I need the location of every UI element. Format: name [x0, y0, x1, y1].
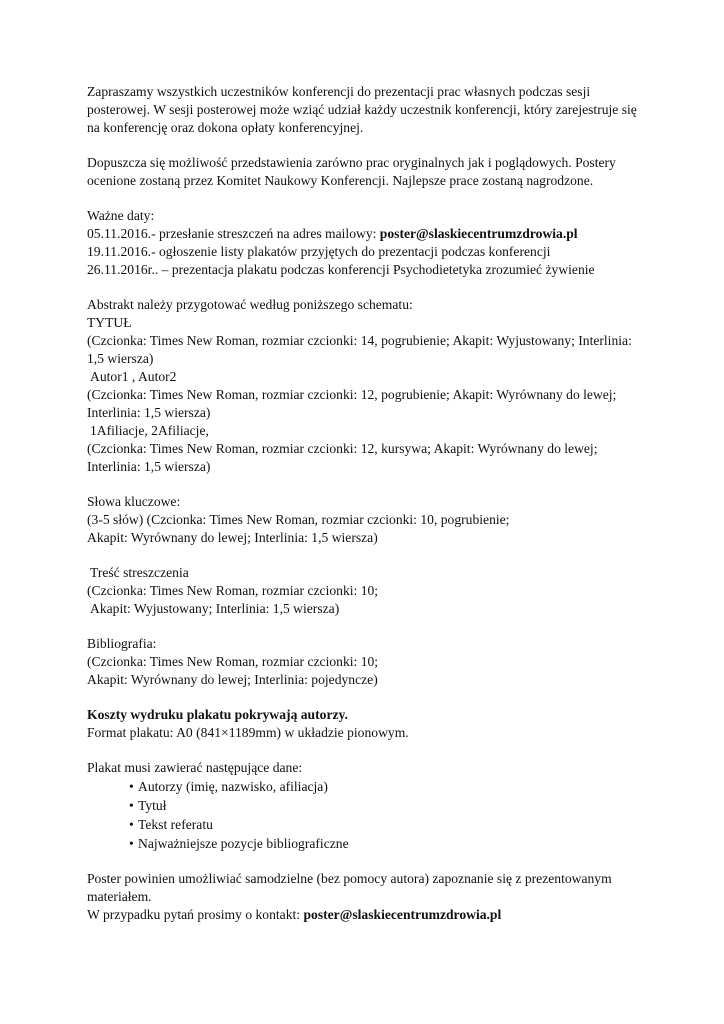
closing-paragraph: Poster powinien umożliwiać samodzielne (bez pomocy autora) zapoznanie się z prezentowanym materiałem. — [87, 871, 612, 904]
poster-format: Format plakatu: A0 (841×1189mm) w układzie pionowym. — [87, 725, 409, 740]
keywords-format-1: (3-5 słów) (Czcionka: Times New Roman, rozmiar czcionki: 10, pogrubienie; — [87, 512, 510, 527]
contact-email-link[interactable]: poster@slaskiecentrumzdrowia.pl — [303, 907, 502, 922]
list-item: • Najważniejsze pozycje bibliograficzne — [129, 836, 349, 851]
requirements-list — [87, 777, 647, 853]
bullet-icon: • — [129, 836, 134, 851]
bullet-icon: • — [129, 779, 134, 794]
abstract-heading: Abstrakt należy przygotować według poniższego schematu: — [87, 297, 413, 312]
costs-notice: Koszty wydruku plakatu pokrywają autorzy. — [87, 707, 348, 722]
bullet-icon: • — [129, 817, 134, 832]
intro-paragraph-2: Dopuszcza się możliwość przedstawienia zarówno prac oryginalnych jak i poglądowych. Postery ocenione zostaną przez Komitet Naukowy Konferencji. Najlepsze prace zostaną nagrodzone. — [87, 155, 616, 188]
dates-heading: Ważne daty: — [87, 208, 155, 223]
list-item: • Autorzy (imię, nazwisko, afiliacja) — [129, 779, 328, 794]
abstract-affil-label: 1Afiliacje, 2Afiliacje, — [90, 423, 209, 438]
bibliography-format-1: (Czcionka: Times New Roman, rozmiar czcionki: 10; — [87, 654, 379, 669]
abstract-title-format: (Czcionka: Times New Roman, rozmiar czcionki: 14, pogrubienie; Akapit: Wyjustowany; Interlinia: 1,5 wiersza) — [87, 333, 632, 366]
document-page — [87, 83, 647, 924]
requirements-heading: Plakat musi zawierać następujące dane: — [87, 760, 303, 775]
email-link[interactable]: poster@slaskiecentrumzdrowia.pl — [379, 226, 578, 241]
abstract-affil-format: (Czcionka: Times New Roman, rozmiar czcionki: 12, kursywa; Akapit: Wyrównany do lewej; Interlinia: 1,5 wiersza) — [87, 441, 598, 474]
content-format-2: Akapit: Wyjustowany; Interlinia: 1,5 wiersza) — [90, 601, 340, 616]
date-line-3: 26.11.2016r.. – prezentacja plakatu podczas konferencji Psychodietetyka zrozumieć żywienie — [87, 262, 595, 277]
date-line-2: 19.11.2016.- ogłoszenie listy plakatów przyjętych do prezentacji podczas konferencji — [87, 244, 551, 259]
keywords-format-2: Akapit: Wyrównany do lewej; Interlinia: 1,5 wiersza) — [87, 530, 378, 545]
keywords-label: Słowa kluczowe: — [87, 494, 181, 509]
abstract-title-label: TYTUŁ — [87, 315, 132, 330]
date-1-text: 05.11.2016.- przesłanie streszczeń na adres mailowy: — [87, 226, 380, 241]
date-line-1 — [87, 225, 647, 243]
abstract-authors-format: (Czcionka: Times New Roman, rozmiar czcionki: 12, pogrubienie; Akapit: Wyrównany do lewej; Interlinia: 1,5 wiersza) — [87, 387, 617, 420]
content-format-1: (Czcionka: Times New Roman, rozmiar czcionki: 10; — [87, 583, 379, 598]
intro-paragraph-1: Zapraszamy wszystkich uczestników konferencji do prezentacji prac własnych podczas sesji posterowej. W sesji posterowej może wziąć udział każdy uczestnik konferencji, który zarejestruje się na konferencję oraz dokona opłaty konferencyjnej. — [87, 84, 637, 135]
list-item: • Tekst referatu — [129, 817, 213, 832]
bibliography-format-2: Akapit: Wyrównany do lewej; Interlinia: pojedyncze) — [87, 672, 378, 687]
contact-text: W przypadku pytań prosimy o kontakt: — [87, 907, 304, 922]
list-item: • Tytuł — [129, 798, 167, 813]
contact-line — [87, 906, 647, 924]
abstract-authors-label: Autor1 , Autor2 — [90, 369, 177, 384]
bullet-icon: • — [129, 798, 134, 813]
bibliography-label: Bibliografia: — [87, 636, 157, 651]
content-label: Treść streszczenia — [90, 565, 189, 580]
